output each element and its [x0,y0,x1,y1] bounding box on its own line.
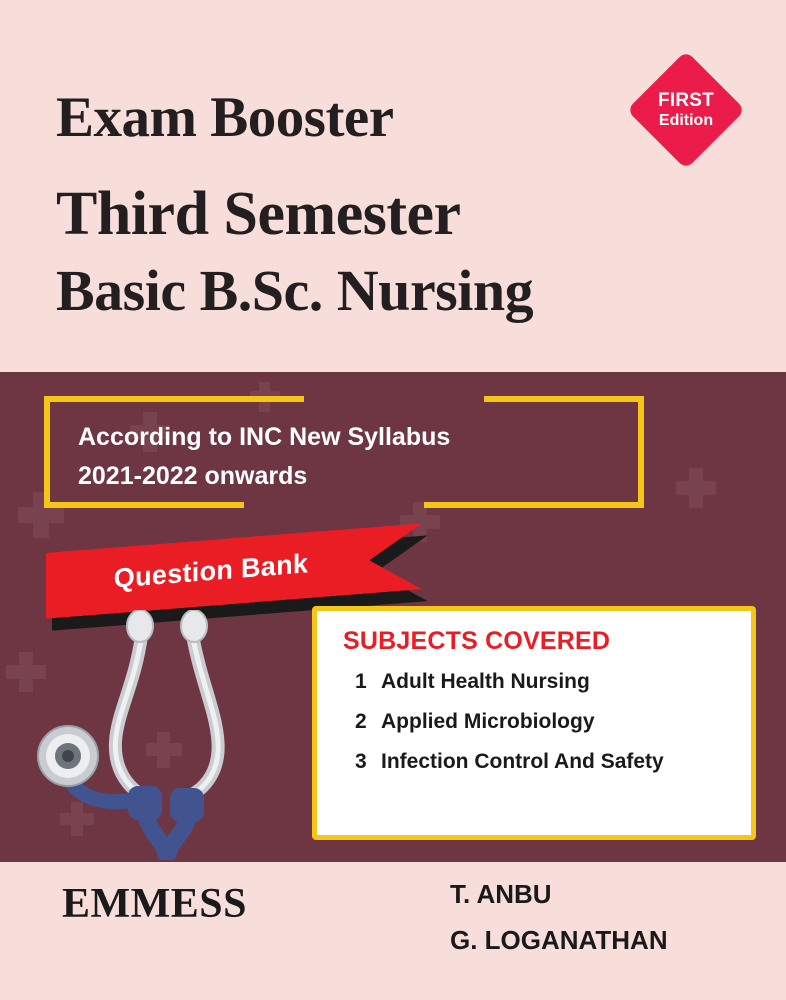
frame-top-edge-right [484,396,644,402]
frame-top-edge-left [44,396,304,402]
frame-left-edge [44,396,50,508]
subject-name: Infection Control And Safety [381,750,664,773]
edition-badge-line-2: Edition [658,111,714,129]
edition-badge-line-1: FIRST [658,90,714,112]
book-title-line-2: Third Semester [56,179,461,248]
subject-number: 3 [355,750,367,773]
subject-name: Applied Microbiology [381,710,595,733]
syllabus-note-line-2: 2021-2022 onwards [78,461,308,490]
author-name: T. ANBU [450,879,552,909]
cross-icon [676,468,716,508]
subjects-heading: SUBJECTS COVERED [343,627,611,655]
ribbon-label: Question Bank [113,547,309,594]
author-list [450,872,750,963]
book-title-line-1: Exam Booster [56,86,394,149]
list-item [355,750,731,774]
first-edition-badge [632,56,740,164]
syllabus-note [78,418,618,496]
book-title-line-3: Basic B.Sc. Nursing [56,257,534,323]
subjects-covered-card [312,606,756,840]
frame-bottom-edge-right [424,502,644,508]
title-block [56,86,716,325]
subject-number: 1 [355,670,367,693]
list-item [355,710,731,734]
syllabus-frame [44,396,644,508]
edition-badge-text [632,56,740,164]
syllabus-note-line-1: According to INC New Syllabus [78,423,451,451]
frame-bottom-edge-left [44,502,244,508]
stethoscope-svg [24,610,304,860]
publisher-name: EMMESS [62,881,248,927]
list-item [355,670,731,694]
frame-right-edge [638,396,644,508]
stethoscope-icon [24,610,304,860]
subject-name: Adult Health Nursing [381,670,590,693]
author-name: G. LOGANATHAN [450,924,668,955]
subject-number: 2 [355,710,367,733]
